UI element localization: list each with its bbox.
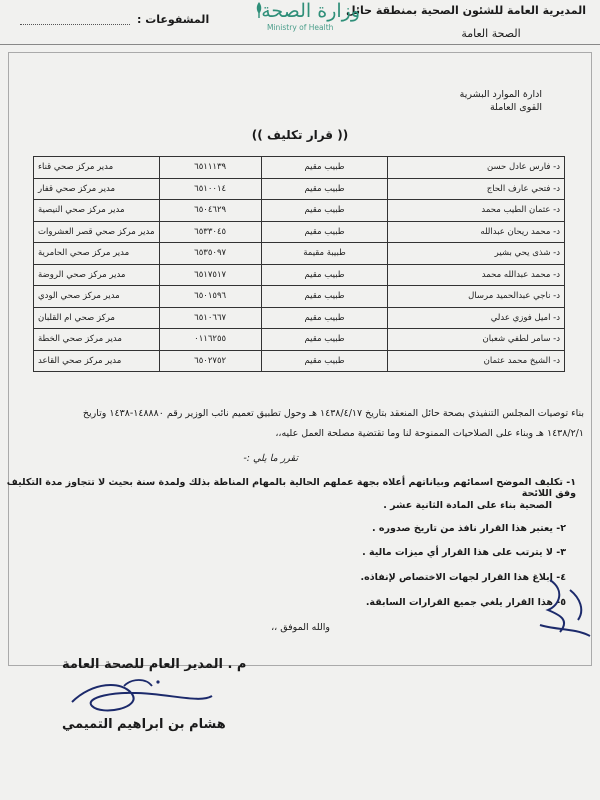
- job-title-cell: طبيب مقيم: [261, 307, 388, 329]
- employee-number-cell: ٦٥٣٥٠٩٧: [159, 243, 261, 265]
- decided-heading: تقرر ما يلي :-: [243, 453, 298, 464]
- logo-text-arabic: وزارة الصحة: [261, 0, 360, 22]
- employee-number-cell: ٠١١٦٢٥٥: [159, 329, 261, 351]
- employee-name-cell: د- فتحي عارف الحاج: [388, 178, 565, 200]
- decision-item-4: ٤- إبلاغ هذا القرار لجهات الاختصاص لإنفاذه.: [360, 572, 566, 583]
- handwritten-signature: [62, 672, 262, 722]
- decision-title: (( قرار تكليف )): [251, 128, 349, 142]
- assigned-post-cell: مدير مركز صحي النيصية: [34, 200, 160, 222]
- header-divider: [0, 44, 600, 45]
- employee-number-cell: ٦٥٠٢٧٥٢: [159, 350, 261, 372]
- employee-name-cell: د- محمد ريحان عبدالله: [388, 221, 565, 243]
- employee-number-cell: ٦٥١٧٥١٧: [159, 264, 261, 286]
- employee-name-cell: د- ناجي عبدالحميد مرسال: [388, 286, 565, 308]
- job-title-cell: طبيب مقيم: [261, 264, 388, 286]
- employee-name-cell: د- فارس عادل حسن: [388, 157, 565, 179]
- table-row: [34, 221, 565, 243]
- org-department: الصحة العامة: [461, 27, 521, 40]
- employee-name-cell: د- عثمان الطيب محمد: [388, 200, 565, 222]
- table-row: [34, 178, 565, 200]
- job-title-cell: طبيب مقيم: [261, 350, 388, 372]
- table-row: [34, 264, 565, 286]
- assigned-post-cell: مدير مركز صحي قناء: [34, 157, 160, 179]
- table-row: [34, 350, 565, 372]
- preamble-line-1: بناء توصيات المجلس التنفيذي بصحة حائل المنعقد بتاريخ ١٤٣٨/٤/١٧ هـ وحول تطبيق تعميم نائب الوزير رقم ١٤٨٨٨٠-١٤٣٨ وتاريخ: [82, 408, 584, 419]
- employee-number-cell: ٦٥٣٣٠٤٥: [159, 221, 261, 243]
- employee-name-cell: د- اميل فوزي عدلي: [388, 307, 565, 329]
- employee-number-cell: ٦٥١١١٣٩: [159, 157, 261, 179]
- issuing-department: [460, 88, 542, 114]
- assigned-post-cell: مدير مركز صحي قفار: [34, 178, 160, 200]
- table-row: [34, 329, 565, 351]
- assigned-post-cell: مدير مركز صحي الودي: [34, 286, 160, 308]
- decision-item-1: ١- تكليف الموضح اسمائهم وبياناتهم أعلاه بجهة عملهم الحالية بالمهام المناطة بذلك ولمدة سنة بحيث لا تتجاوز مدة التكليف وفق اللائحة: [6, 477, 576, 499]
- decision-item-2: ٢- يعتبر هذا القرار نافذ من تاريخ صدوره .: [372, 523, 566, 534]
- table-row: [34, 157, 565, 179]
- organization-header: [346, 4, 586, 40]
- logo-text-english: Ministry of Health: [267, 23, 334, 32]
- decision-item-3: ٣- لا يترتب على هذا القرار أي ميزات مالية .: [362, 547, 566, 558]
- job-title-cell: طبيب مقيم: [261, 178, 388, 200]
- job-title-cell: طبيب مقيم: [261, 157, 388, 179]
- employee-number-cell: ٦٥١٠٦٦٧: [159, 307, 261, 329]
- assigned-post-cell: مدير مركز صحي القاعد: [34, 350, 160, 372]
- assigned-post-cell: مركز صحي ام القلبان: [34, 307, 160, 329]
- assignment-table: [33, 156, 565, 372]
- employee-name-cell: د- الشيخ محمد عثمان: [388, 350, 565, 372]
- employee-number-cell: ٦٥١٠٠١٤: [159, 178, 261, 200]
- employee-name-cell: د- سامر لطفي شعبان: [388, 329, 565, 351]
- closing-text: والله الموفق ،،: [271, 622, 330, 633]
- job-title-cell: طبيب مقيم: [261, 286, 388, 308]
- job-title-cell: طبيب مقيم: [261, 221, 388, 243]
- table-row: [34, 200, 565, 222]
- margin-initials-signature: [530, 570, 600, 650]
- job-title-cell: طبيبة مقيمة: [261, 243, 388, 265]
- assigned-post-cell: مدير مركز صحي الحامرية: [34, 243, 160, 265]
- table-row: [34, 307, 565, 329]
- table-row: [34, 286, 565, 308]
- assigned-post-cell: مدير مركز صحي الخطة: [34, 329, 160, 351]
- signatory-name: هشام بن ابراهيم التميمي: [62, 717, 226, 732]
- decision-item-1-cont: الصحية بناء على المادة الثانية عشر .: [383, 500, 552, 511]
- attachments-line: [20, 13, 130, 25]
- org-name: المديرية العامة للشئون الصحية بمنطقة حائل: [346, 4, 586, 17]
- decision-item-5: ٥- هذا القرار يلغي جميع القرارات السابقة.: [365, 597, 566, 608]
- assigned-post-cell: مدير مركز صحي قصر العشروات: [34, 221, 160, 243]
- ministry-logo: [250, 0, 360, 40]
- preamble-line-2: ١٤٣٨/٢/١ هـ وبناء على الصلاحيات الممنوحة لنا وما تقتضية مصلحة العمل عليه،،: [275, 428, 584, 439]
- job-title-cell: طبيب مقيم: [261, 329, 388, 351]
- employee-number-cell: ٦٥٠٤٦٢٩: [159, 200, 261, 222]
- employee-name-cell: د- شذى يحي بشير: [388, 243, 565, 265]
- department-line-1: ادارة الموارد البشرية: [459, 89, 542, 100]
- signatory-title: م . المدير العام للصحة العامة: [62, 657, 247, 672]
- department-line-2: القوى العاملة: [489, 102, 542, 113]
- assigned-post-cell: مدير مركز صحي الروضة: [34, 264, 160, 286]
- table-row: [34, 243, 565, 265]
- employee-number-cell: ٦٥٠١٥٩٦: [159, 286, 261, 308]
- attachments-label: المشفوعات :: [137, 13, 210, 26]
- employee-name-cell: د- محمد عبدالله محمد: [388, 264, 565, 286]
- job-title-cell: طبيب مقيم: [261, 200, 388, 222]
